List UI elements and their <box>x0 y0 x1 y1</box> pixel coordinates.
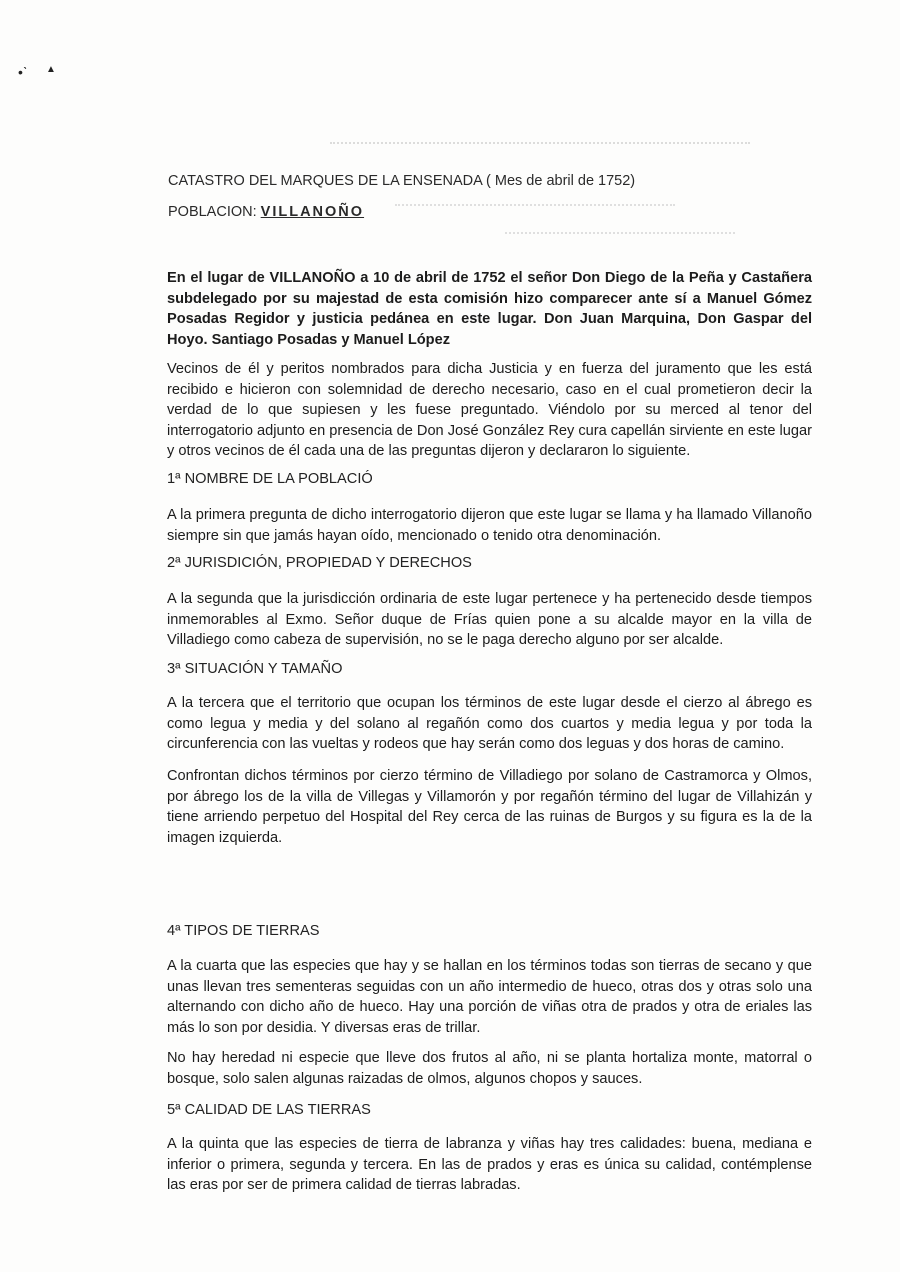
poblacion-label: POBLACION: <box>168 204 257 220</box>
section-5-heading: 5ª CALIDAD DE LAS TIERRAS <box>167 1102 371 1118</box>
section-1-paragraph: A la primera pregunta de dicho interrogatorio dijeron que este lugar se llama y ha llamado Villanoño siempre sin que jamás hayan oído, mencionado o tenido otra denominación. <box>167 507 812 544</box>
section-1-heading: 1ª NOMBRE DE LA POBLACIÓ <box>167 471 373 487</box>
poblacion-line <box>168 204 364 220</box>
section-5-paragraph: A la quinta que las especies de tierra de labranza y viñas hay tres calidades: buena, mediana e inferior o primera, segunda y tercera. En las de prados y eras es única su calidad, contémplense las eras por ser de primera calidad de tierras labradas. <box>167 1136 812 1193</box>
title-date: ( Mes de abril de 1752) <box>486 173 636 189</box>
bleed-through-line <box>395 204 675 214</box>
scan-speck: •ˋ <box>18 64 28 80</box>
section-3-paragraph-2: Confrontan dichos términos por cierzo término de Villadiego por solano de Castramorca y Olmos, por ábrego los de la villa de Villegas y Villamorón y por regañón término del lugar de Villahizán y tiene arriendo perpetuo del Hospital del Rey cerca de las ruinas de Burgos y su figura es la de la imagen izquierda. <box>167 768 812 846</box>
bleed-through-line <box>330 142 750 152</box>
section-4-heading: 4ª TIPOS DE TIERRAS <box>167 923 320 939</box>
scan-speck: ▲ <box>46 64 56 75</box>
section-4-paragraph-2: No hay heredad ni especie que lleve dos frutos al año, ni se planta hortaliza monte, matorral o bosque, solo salen algunas raizadas de olmos, algunos chopos y sauces. <box>167 1050 812 1087</box>
document-title <box>168 173 635 189</box>
intro-bold-paragraph: En el lugar de VILLANOÑO a 10 de abril de 1752 el señor Don Diego de la Peña y Castañera subdelegado por su majestad de esta comisión hizo comparecer ante sí a Manuel Gómez Posadas Regidor y justicia pedánea en este lugar. Don Juan Marquina, Don Gaspar del Hoyo. Santiago Posadas y Manuel López <box>167 270 812 348</box>
section-2-paragraph: A la segunda que la jurisdicción ordinaria de este lugar pertenece y ha pertenecido desde tiempos inmemorables al Exmo. Señor duque de Frías quien pone a su alcalde mayor en la villa de Villadiego como cabeza de supervisión, no se le paga derecho alguno por ser alcalde. <box>167 591 812 648</box>
section-2-heading: 2ª JURISDICIÓN, PROPIEDAD Y DERECHOS <box>167 555 472 571</box>
poblacion-name: VILLANOÑO <box>260 204 365 220</box>
section-4-paragraph-1: A la cuarta que las especies que hay y se hallan en los términos todas son tierras de secano y que unas llevan tres sementeras seguidas con un año intermedio de hueco, otras dos y otras solo una alternando con dicho año de hueco. Hay una porción de viñas otra de prados y otra de eriales las más lo son por desidia. Y diversas eras de trillar. <box>167 958 812 1036</box>
section-3-heading: 3ª SITUACIÓN Y TAMAÑO <box>167 661 343 677</box>
title-text: CATASTRO DEL MARQUES DE LA ENSENADA <box>168 173 482 189</box>
bleed-through-line <box>505 232 735 242</box>
intro-paragraph: Vecinos de él y peritos nombrados para dicha Justicia y en fuerza del juramento que les está recibido e hicieron con solemnidad de derecho necesario, caso en el cual prometieron decir la verdad de lo que supiesen y les fuese preguntado. Viéndolo por su merced al tenor del interrogatorio adjunto en presencia de Don José González Rey cura capellán sirviente en este lugar y otros vecinos de él cada una de las preguntas dijeron y declararon lo siguiente. <box>167 361 812 459</box>
section-3-paragraph-1: A la tercera que el territorio que ocupan los términos de este lugar desde el cierzo al ábrego es como legua y media y del solano al regañón como dos cuartos y media legua y por toda la circunferencia con las vueltas y rodeos que hay serán como dos leguas y dos horas de camino. <box>167 695 812 752</box>
